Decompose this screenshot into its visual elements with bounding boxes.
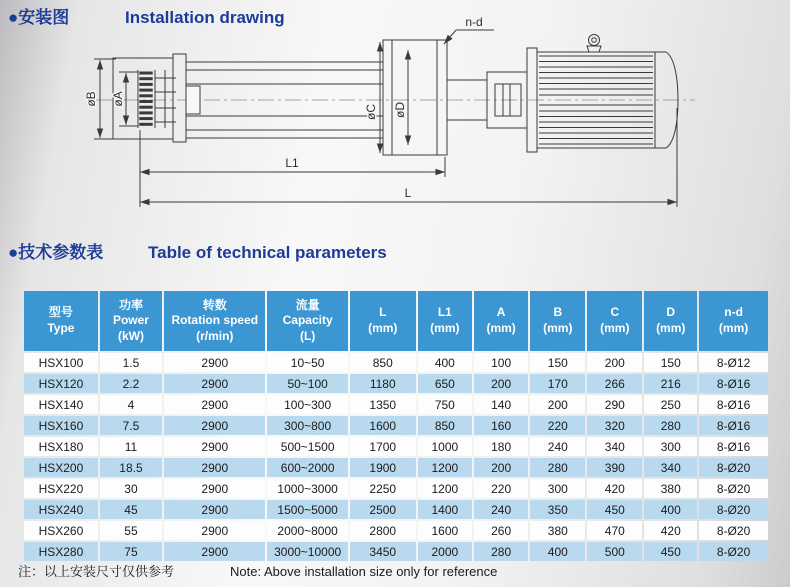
table-cell: HSX100 <box>24 353 98 372</box>
table-cell: 420 <box>644 521 697 540</box>
table-cell: 1600 <box>418 521 472 540</box>
table-cell: 240 <box>474 500 528 519</box>
table-row <box>24 395 768 414</box>
table-cell: 150 <box>644 353 697 372</box>
parameters-title-en: Table of technical parameters <box>148 243 387 262</box>
table-cell: 200 <box>474 458 528 477</box>
column-header: L1 (mm) <box>418 291 472 351</box>
table-cell: 400 <box>644 500 697 519</box>
table-cell: 2900 <box>164 479 265 498</box>
table-cell: 1180 <box>350 374 416 393</box>
table-cell: 8-Ø20 <box>699 458 768 477</box>
table-cell: 8-Ø12 <box>699 353 768 372</box>
table-cell: 2900 <box>164 542 265 561</box>
table-cell: 850 <box>350 353 416 372</box>
table-cell: 280 <box>644 416 697 435</box>
table-row <box>24 416 768 435</box>
table-cell: 1350 <box>350 395 416 414</box>
table-row <box>24 437 768 456</box>
table-body <box>24 353 768 561</box>
table-cell: 1200 <box>418 479 472 498</box>
table-cell: 2900 <box>164 458 265 477</box>
table-cell: 18.5 <box>100 458 162 477</box>
table-cell: 750 <box>418 395 472 414</box>
table-cell: 320 <box>587 416 642 435</box>
table-cell: 290 <box>587 395 642 414</box>
dim-label-phi-c: øC <box>364 104 378 120</box>
table-row <box>24 500 768 519</box>
table-cell: 380 <box>644 479 697 498</box>
table-cell: 1.5 <box>100 353 162 372</box>
column-header: B (mm) <box>530 291 585 351</box>
parameters-section-title <box>0 241 790 265</box>
table-cell: 1200 <box>418 458 472 477</box>
table-row <box>24 353 768 372</box>
table-cell: 200 <box>587 353 642 372</box>
table-cell: 200 <box>474 374 528 393</box>
dim-label-n-d: n-d <box>465 15 483 29</box>
installation-title-zh: ●安装图 <box>8 8 70 27</box>
table-cell: 140 <box>474 395 528 414</box>
table-cell: 2250 <box>350 479 416 498</box>
table-cell: 2800 <box>350 521 416 540</box>
table-cell: 2900 <box>164 353 265 372</box>
table-cell: 2900 <box>164 416 265 435</box>
table-cell: HSX240 <box>24 500 98 519</box>
table-cell: 55 <box>100 521 162 540</box>
table-cell: 3000~10000 <box>267 542 347 561</box>
table-cell: 450 <box>587 500 642 519</box>
table-cell: 500~1500 <box>267 437 347 456</box>
table-cell: 1900 <box>350 458 416 477</box>
bullet-icon: ● <box>8 8 19 27</box>
table-cell: HSX220 <box>24 479 98 498</box>
table-cell: 180 <box>474 437 528 456</box>
table-cell: 220 <box>474 479 528 498</box>
table-cell: 8-Ø20 <box>699 500 768 519</box>
table-row <box>24 521 768 540</box>
table-cell: 11 <box>100 437 162 456</box>
table-cell: 280 <box>474 542 528 561</box>
column-header: 型号 Type <box>24 291 98 351</box>
table-cell: 470 <box>587 521 642 540</box>
table-cell: 8-Ø16 <box>699 395 768 414</box>
note-en: Note: Above installation size only for reference <box>230 564 498 579</box>
motor <box>527 35 678 153</box>
table-cell: 8-Ø20 <box>699 542 768 561</box>
table-cell: 8-Ø16 <box>699 437 768 456</box>
table-cell: 160 <box>474 416 528 435</box>
column-header: C (mm) <box>587 291 642 351</box>
column-header: D (mm) <box>644 291 697 351</box>
table-row <box>24 542 768 561</box>
table-cell: 2900 <box>164 521 265 540</box>
table-cell: 1500~5000 <box>267 500 347 519</box>
table-cell: 450 <box>644 542 697 561</box>
table-cell: 2900 <box>164 437 265 456</box>
column-header: n-d (mm) <box>699 291 768 351</box>
table-cell: 2000~8000 <box>267 521 347 540</box>
table-cell: 340 <box>587 437 642 456</box>
lifting-eye-icon <box>587 35 601 53</box>
table-cell: 2000 <box>418 542 472 561</box>
table-cell: 2900 <box>164 374 265 393</box>
nd-leader <box>444 30 494 44</box>
table-cell: 300~800 <box>267 416 347 435</box>
table-cell: 30 <box>100 479 162 498</box>
strainer-teeth <box>139 72 152 126</box>
column-header: 功率 Power (kW) <box>100 291 162 351</box>
dim-label-phi-d: øD <box>393 102 407 118</box>
bullet-icon: ● <box>8 243 19 262</box>
table-cell: 50~100 <box>267 374 347 393</box>
table-cell: 340 <box>644 458 697 477</box>
table-row <box>24 374 768 393</box>
table-cell: 150 <box>530 353 585 372</box>
column-header: 转数 Rotation speed (r/min) <box>164 291 265 351</box>
dim-label-l: L <box>404 186 412 200</box>
table-cell: 2900 <box>164 395 265 414</box>
table-cell: 400 <box>530 542 585 561</box>
table-cell: 300 <box>644 437 697 456</box>
column-header: 流量 Capacity (L) <box>267 291 347 351</box>
column-header: A (mm) <box>474 291 528 351</box>
dim-label-l1: L1 <box>285 156 299 170</box>
table-cell: 4 <box>100 395 162 414</box>
table-cell: 250 <box>644 395 697 414</box>
installation-title-en: Installation drawing <box>125 8 285 27</box>
table-cell: 280 <box>530 458 585 477</box>
table-cell: 10~50 <box>267 353 347 372</box>
table-row <box>24 458 768 477</box>
table-cell: 650 <box>418 374 472 393</box>
table-cell: HSX140 <box>24 395 98 414</box>
table-cell: 600~2000 <box>267 458 347 477</box>
table-cell: 1000~3000 <box>267 479 347 498</box>
table-header-row <box>24 291 768 351</box>
table-cell: HSX260 <box>24 521 98 540</box>
table-cell: HSX160 <box>24 416 98 435</box>
table-cell: 266 <box>587 374 642 393</box>
table-cell: 3450 <box>350 542 416 561</box>
note-zh: 注：以上安装尺寸仅供参考 <box>18 564 175 579</box>
table-cell: 8-Ø16 <box>699 416 768 435</box>
table-cell: 2.2 <box>100 374 162 393</box>
table-cell: 7.5 <box>100 416 162 435</box>
table-cell: 500 <box>587 542 642 561</box>
parameters-title-zh: ●技术参数表 <box>8 243 104 262</box>
table-cell: 220 <box>530 416 585 435</box>
table-cell: 75 <box>100 542 162 561</box>
table-cell: 8-Ø16 <box>699 374 768 393</box>
table-cell: 200 <box>530 395 585 414</box>
table-cell: 100 <box>474 353 528 372</box>
discharge-flange <box>383 40 447 155</box>
dim-label-phi-a: øA <box>111 91 125 107</box>
table-cell: 45 <box>100 500 162 519</box>
table-cell: 2500 <box>350 500 416 519</box>
table-cell: HSX280 <box>24 542 98 561</box>
table-cell: HSX120 <box>24 374 98 393</box>
footer-note <box>0 563 790 581</box>
table-cell: HSX200 <box>24 458 98 477</box>
table-cell: 170 <box>530 374 585 393</box>
table-cell: 1400 <box>418 500 472 519</box>
table-cell: 100~300 <box>267 395 347 414</box>
table-cell: 8-Ø20 <box>699 479 768 498</box>
table-cell: HSX180 <box>24 437 98 456</box>
table-cell: 216 <box>644 374 697 393</box>
table-cell: 1000 <box>418 437 472 456</box>
column-header: L (mm) <box>350 291 416 351</box>
installation-drawing <box>0 0 790 235</box>
table-cell: 1700 <box>350 437 416 456</box>
table-cell: 350 <box>530 500 585 519</box>
table-cell: 240 <box>530 437 585 456</box>
table-cell: 260 <box>474 521 528 540</box>
table-cell: 8-Ø20 <box>699 521 768 540</box>
table-cell: 420 <box>587 479 642 498</box>
table-cell: 300 <box>530 479 585 498</box>
table-cell: 850 <box>418 416 472 435</box>
table-cell: 2900 <box>164 500 265 519</box>
dim-label-phi-b: øB <box>84 91 98 107</box>
table-cell: 380 <box>530 521 585 540</box>
table-row <box>24 479 768 498</box>
parameters-table <box>22 289 770 563</box>
table-cell: 400 <box>418 353 472 372</box>
table-cell: 1600 <box>350 416 416 435</box>
table-cell: 390 <box>587 458 642 477</box>
